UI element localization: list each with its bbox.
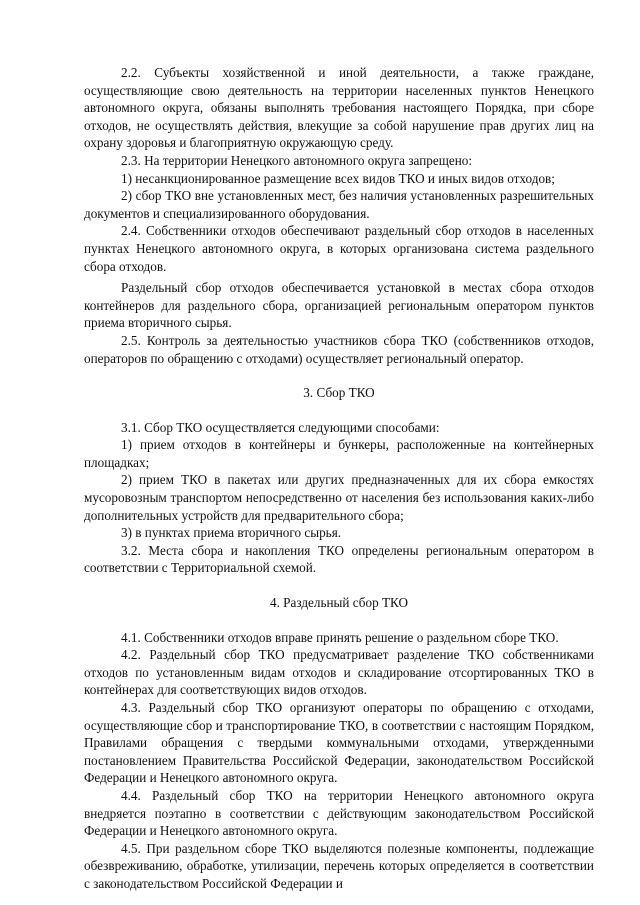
paragraph-4-5: 4.5. При раздельном сборе ТКО выделяются полезные компоненты, подлежащие обезвреживанию, обработке, утилизации, перечень которых определяется в соответствии с законодательством Российской Федерации и <box>84 840 594 891</box>
paragraph-2-4: 2.4. Собственники отходов обеспечивают раздельный сбор отходов в населенных пунктах Ненецкого автономного округа, в которых организована система раздельного сбора отходов. <box>84 223 594 274</box>
paragraph-2-2: 2.2. Субъекты хозяйственной и иной деятельности, а также граждане, осуществляющие свою деятельность на территории населенных пунктов Ненецкого автономного округа, обязаны выполнять требования настоящего Порядка, при сборе отходов, не осуществлять действия, влекущие за собой нарушение прав других лиц на охрану здоровья и благоприятную окружающую среду. <box>84 65 594 151</box>
paragraph-3-1-item-1: 1) прием отходов в контейнеры и бункеры, расположенные на контейнерных площадках; <box>84 437 594 470</box>
paragraph-2-4-continued: Раздельный сбор отходов обеспечивается установкой в местах сбора отходов контейнеров для раздельного сбора, организацией региональным оператором пунктов приема вторичного сырья. <box>84 280 594 331</box>
paragraph-4-2: 4.2. Раздельный сбор ТКО предусматривает разделение ТКО собственниками отходов по установленным видам отходов и складирование отсортированных ТКО в контейнерах для соответствующих видов отходов. <box>84 647 594 698</box>
paragraph-3-2: 3.2. Места сбора и накопления ТКО определены региональным оператором в соответствии с Территориальной схемой. <box>84 542 594 576</box>
paragraph-2-3-item-1: 1) несанкционированное размещение всех видов ТКО и иных видов отходов; <box>121 170 555 186</box>
paragraph-3-1-item-3: 3) в пунктах приема вторичного сырья. <box>121 525 342 541</box>
paragraph-4-1: 4.1. Собственники отходов вправе принять решение о раздельном сборе ТКО. <box>121 629 559 645</box>
paragraph-3-1-item-2: 2) прием ТКО в пакетах или других предназначенных для их сбора емкостях мусоровозным транспортом непосредственно от населения без использования каких-либо дополнительных устройств для предварительного сбора; <box>84 472 594 523</box>
paragraph-3-1: 3.1. Сбор ТКО осуществляется следующими способами: <box>121 419 440 435</box>
paragraph-4-4: 4.4. Раздельный сбор ТКО на территории Ненецкого автономного округа внедряется поэтапно в соответствии с действующим законодательством Российской Федерации и Ненецкого автономного округа. <box>84 787 594 839</box>
paragraph-2-3-item-2: 2) сбор ТКО вне установленных мест, без наличия установленных разрешительных документов и специализированного оборудования. <box>84 188 594 221</box>
document-page <box>84 64 594 893</box>
paragraph-2-3: 2.3. На территории Ненецкого автономного округа запрещено: <box>121 152 473 168</box>
paragraph-4-3: 4.3. Раздельный сбор ТКО организуют операторы по обращению с отходами, осуществляющие сбор и транспортирование ТКО, в соответствии с настоящим Порядком, Правилами обращения с твердыми коммунальными отходами, утвержденными постановлением Правительства Российской Федерации, законодательством Российской Федерации и Ненецкого автономного округа. <box>84 700 594 786</box>
section-4-heading: 4. Раздельный сбор ТКО <box>269 595 409 611</box>
paragraph-2-5: 2.5. Контроль за деятельностью участников сбора ТКО (собственников отходов, операторов по обращению с отходами) осуществляет региональный оператор. <box>84 332 594 366</box>
section-3-heading: 3. Сбор ТКО <box>303 385 375 401</box>
